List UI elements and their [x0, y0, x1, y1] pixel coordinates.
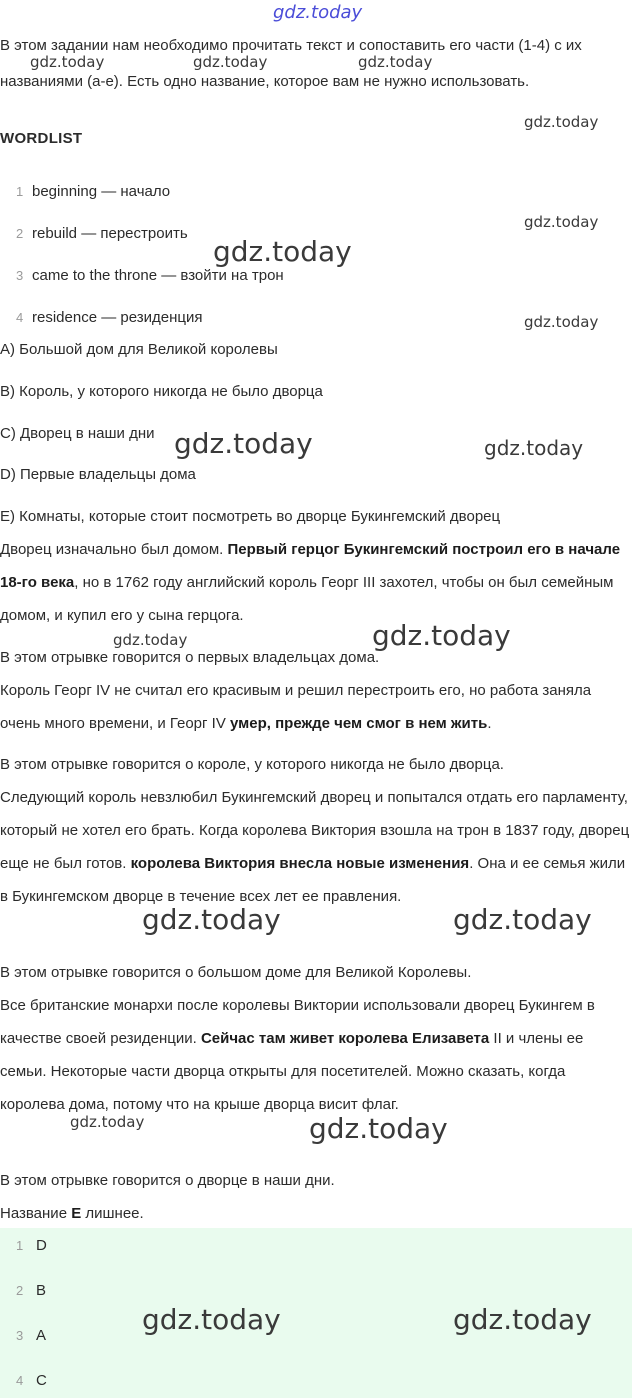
wordlist-item-text: beginning — начало: [32, 183, 171, 200]
comment-3: В этом отрывке говорится о большом доме для Великой Королевы.: [0, 964, 472, 981]
intro-text: В этом задании нам необходимо прочитать текст и сопоставить его части (1-4) с их названиями (a-e). Есть одно название, которое вам не нужно использовать.: [0, 37, 582, 90]
watermark: gdz.today: [30, 53, 105, 71]
answer-number: 1: [16, 1238, 24, 1253]
wordlist-item: [16, 225, 188, 242]
wordlist-item-number: 2: [16, 226, 24, 241]
answer-row: [16, 1327, 46, 1344]
watermark: gdz.today: [453, 903, 592, 936]
option-c: C) Дворец в наши дни: [0, 425, 155, 442]
watermark: gdz.today: [524, 113, 599, 131]
answer-row: [16, 1282, 46, 1299]
comment-2: В этом отрывке говорится о короле, у которого никогда не было дворца.: [0, 756, 504, 773]
watermark: gdz.today: [113, 631, 188, 649]
watermark: gdz.today: [358, 53, 433, 71]
wordlist-heading: WORDLIST: [0, 130, 83, 147]
watermark: gdz.today: [484, 436, 584, 460]
answer-row: [16, 1372, 47, 1389]
option-a: A) Большой дом для Великой королевы: [0, 341, 278, 358]
paragraph-1: Дворец изначально был домом. Первый герцог Букингемский построил его в начале 18-го века, но в 1762 году английский король Георг III захотел, чтобы он был семейным домом, и купил его у сына герцога.: [0, 541, 621, 624]
answer-number: 4: [16, 1373, 24, 1388]
watermark: gdz.today: [142, 903, 281, 936]
wordlist-item-text: came to the throne — взойти на трон: [32, 267, 284, 284]
watermark: gdz.today: [174, 427, 313, 460]
watermark: gdz.today: [142, 1303, 281, 1336]
watermark: gdz.today: [453, 1303, 592, 1336]
option-d: D) Первые владельцы дома: [0, 466, 196, 483]
option-e: E) Комнаты, которые стоит посмотреть во дворце Букингемский дворец: [0, 508, 501, 525]
answer-letter: B: [36, 1282, 47, 1299]
comment-1: В этом отрывке говорится о первых владельцах дома.: [0, 649, 380, 666]
wordlist-item: [16, 267, 284, 284]
answer-row: [16, 1237, 47, 1254]
wordlist-item-number: 3: [16, 268, 24, 283]
watermark: gdz.today: [524, 213, 599, 231]
paragraph-3: Следующий король невзлюбил Букингемский дворец и попытался отдать его парламенту, который не хотел его брать. Когда королева Виктория взошла на трон в 1837 году, дворец еще не был готов. королева Виктория внесла новые изменения. Она и ее семья жили в Букингемском дворце в течение всех лет ее правления.: [0, 789, 630, 905]
watermark: gdz.today: [193, 53, 268, 71]
watermark-top: gdz.today: [273, 2, 363, 23]
answer-letter: A: [36, 1327, 47, 1344]
wordlist-item: [16, 183, 170, 200]
paragraph-2: Король Георг IV не считал его красивым и решил перестроить его, но работа заняла очень много времени, и Георг IV умер, прежде чем смог в нем жить.: [0, 682, 592, 732]
paragraph-4: Все британские монархи после королевы Виктории использовали дворец Букингем в качестве своей резиденции. Сейчас там живет королева Елизавета II и члены ее семьи. Некоторые части дворца открыты для посетителей. Можно сказать, когда королева дома, потому что на крыше дворца висит флаг.: [0, 997, 595, 1113]
watermark: gdz.today: [213, 235, 352, 268]
conclusion: Название E лишнее.: [0, 1205, 144, 1222]
comment-4: В этом отрывке говорится о дворце в наши дни.: [0, 1172, 335, 1189]
watermark: gdz.today: [372, 619, 511, 652]
wordlist-item: [16, 309, 202, 326]
wordlist-item-text: residence — резиденция: [32, 309, 203, 326]
option-b: B) Король, у которого никогда не было дворца: [0, 383, 323, 400]
answer-number: 2: [16, 1283, 24, 1298]
answer-letter: D: [36, 1237, 47, 1254]
wordlist-item-number: 4: [16, 310, 24, 325]
watermark: gdz.today: [309, 1112, 448, 1145]
wordlist-item-text: rebuild — перестроить: [32, 225, 188, 242]
watermark: gdz.today: [524, 313, 599, 331]
wordlist-item-number: 1: [16, 184, 24, 199]
answer-number: 3: [16, 1328, 24, 1343]
watermark: gdz.today: [70, 1113, 145, 1131]
answer-letter: C: [36, 1372, 47, 1389]
